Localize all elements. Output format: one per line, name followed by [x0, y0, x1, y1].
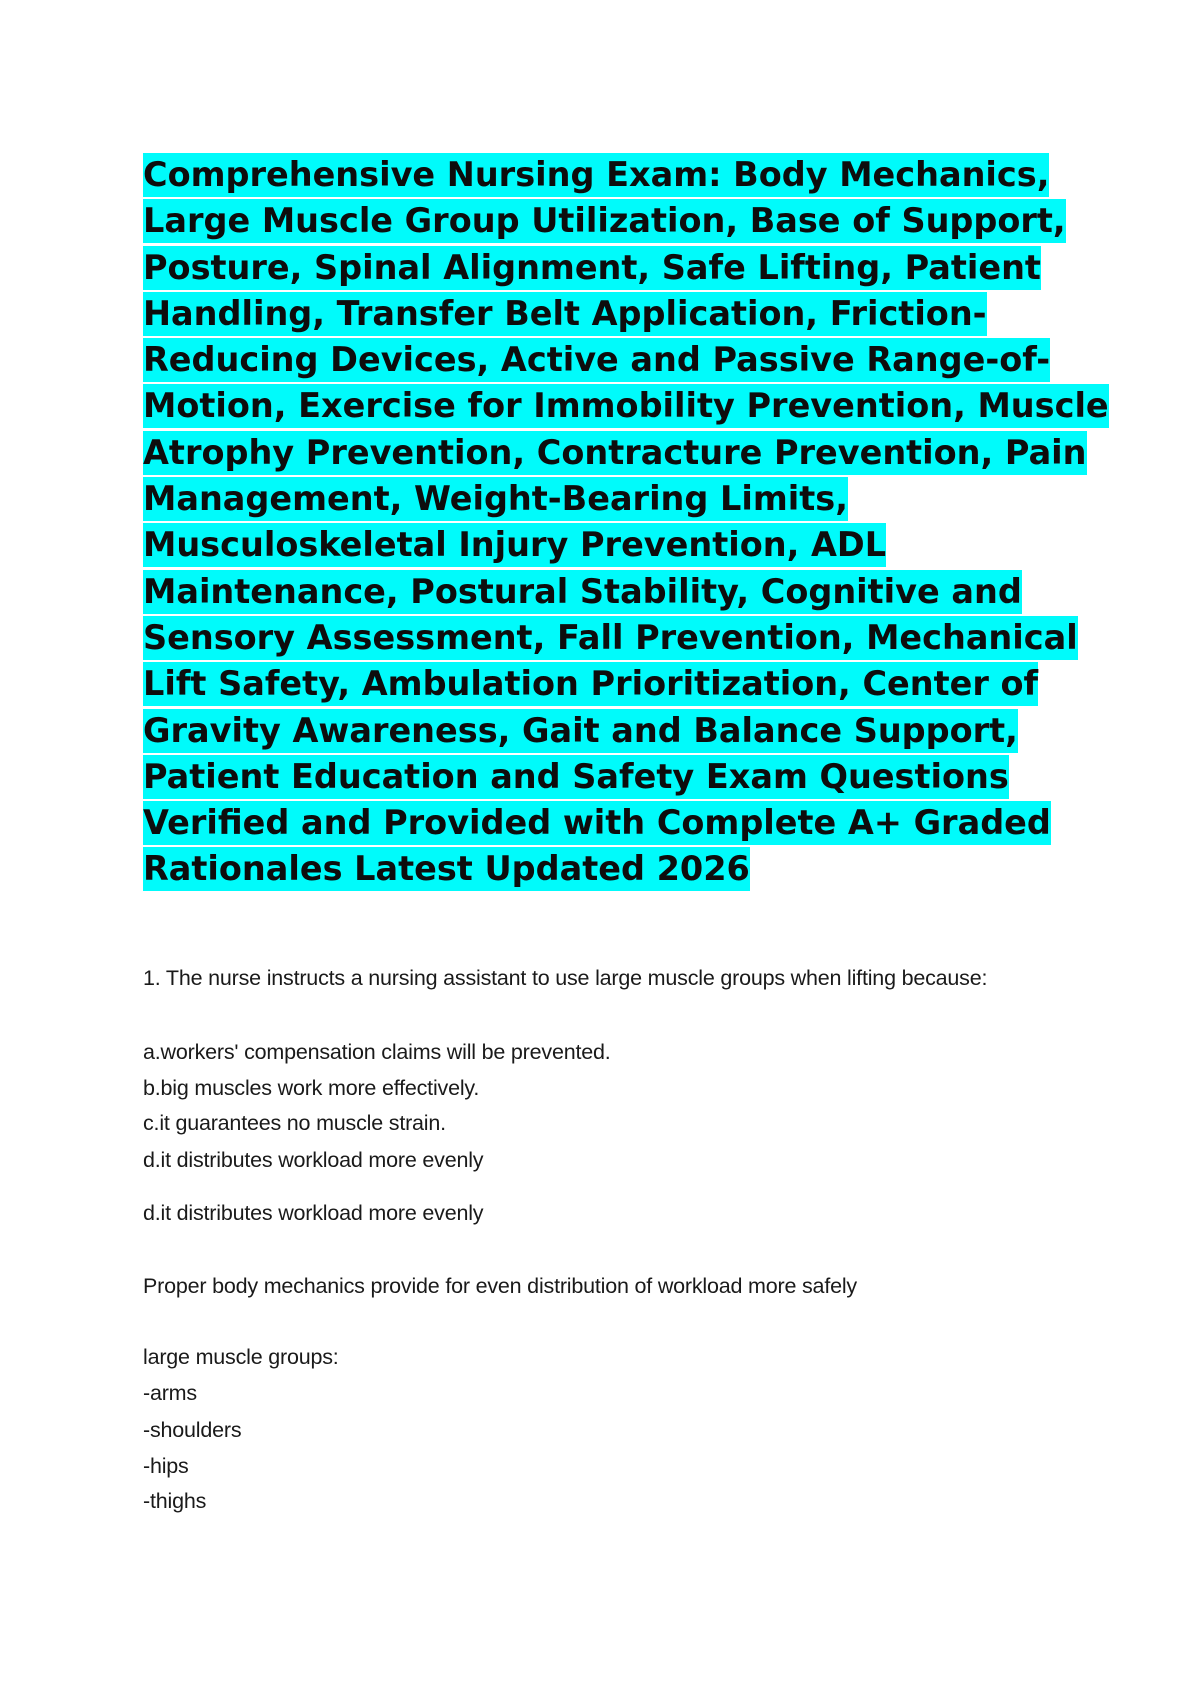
muscle-group-item: -arms: [143, 1381, 197, 1405]
answer-option-a: a.workers' compensation claims will be prevented.: [143, 1040, 611, 1064]
title-line: Management, Weight-Bearing Limits,: [143, 476, 1063, 522]
title-line: Reducing Devices, Active and Passive Range-of-: [143, 337, 1063, 383]
muscle-group-item: -hips: [143, 1454, 189, 1478]
question-text: 1. The nurse instructs a nursing assistant to use large muscle groups when lifting because:: [143, 966, 988, 990]
title-line: Patient Education and Safety Exam Questions: [143, 754, 1063, 800]
title-line: Large Muscle Group Utilization, Base of Support,: [143, 198, 1063, 244]
title-line: Maintenance, Postural Stability, Cognitive and: [143, 569, 1063, 615]
title-line: Lift Safety, Ambulation Prioritization, Center of: [143, 661, 1063, 707]
answer-option-c: c.it guarantees no muscle strain.: [143, 1111, 446, 1135]
muscle-group-item: -thighs: [143, 1489, 207, 1513]
title-line: Motion, Exercise for Immobility Prevention, Muscle: [143, 383, 1063, 429]
rationale-text: Proper body mechanics provide for even distribution of workload more safely: [143, 1274, 857, 1298]
document-title: [143, 152, 1109, 893]
title-line: Posture, Spinal Alignment, Safe Lifting, Patient: [143, 245, 1063, 291]
title-line: Verified and Provided with Complete A+ Graded: [143, 800, 1063, 846]
title-line: Rationales Latest Updated 2026: [143, 846, 1063, 892]
title-line: Atrophy Prevention, Contracture Prevention, Pain: [143, 430, 1063, 476]
correct-answer: d.it distributes workload more evenly: [143, 1201, 484, 1225]
title-line: Musculoskeletal Injury Prevention, ADL: [143, 522, 1063, 568]
title-line: Gravity Awareness, Gait and Balance Support,: [143, 708, 1063, 754]
answer-option-d: d.it distributes workload more evenly: [143, 1148, 484, 1172]
title-line: Handling, Transfer Belt Application, Friction-: [143, 291, 1063, 337]
muscle-groups-heading: large muscle groups:: [143, 1345, 339, 1369]
title-line: Sensory Assessment, Fall Prevention, Mechanical: [143, 615, 1063, 661]
title-line: Comprehensive Nursing Exam: Body Mechanics,: [143, 152, 1063, 198]
answer-option-b: b.big muscles work more effectively.: [143, 1076, 480, 1100]
muscle-group-item: -shoulders: [143, 1418, 242, 1442]
